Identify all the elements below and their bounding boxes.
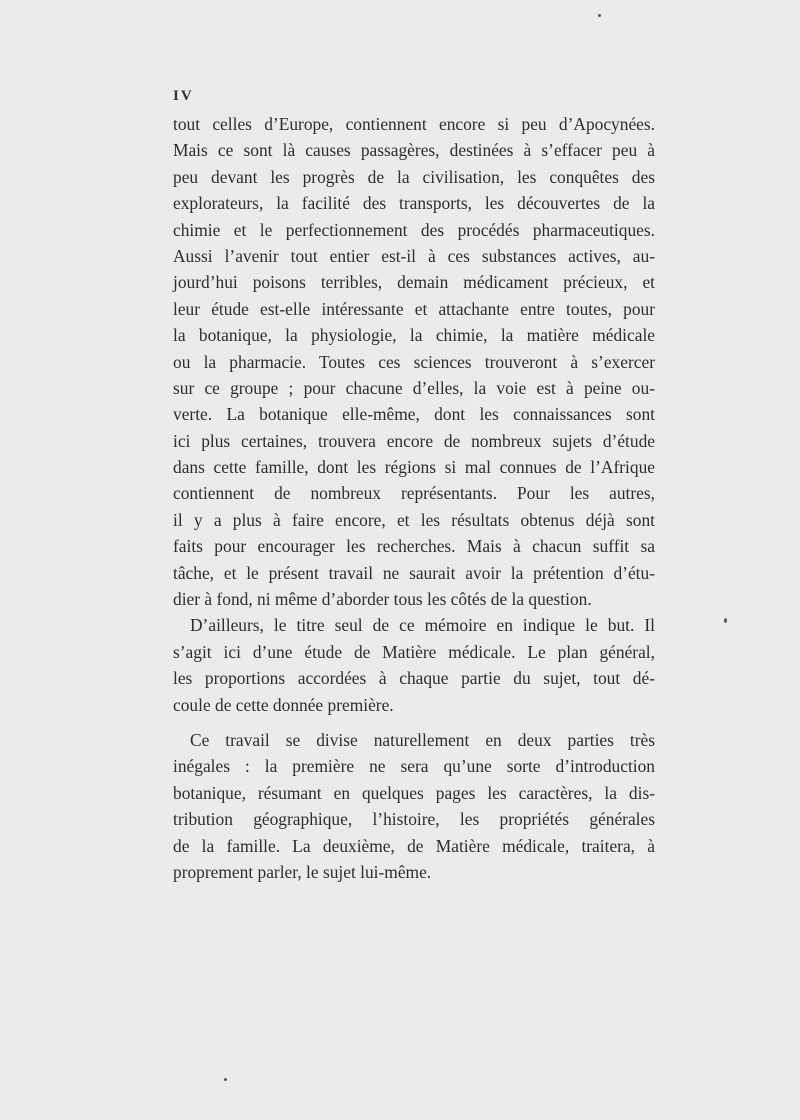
text-line: ici plus certaines, trouvera encore de nombreux sujets d’étude [173,430,655,451]
paragraph-1 [173,111,655,612]
text-line: dans cette famille, dont les régions si mal connues de l’Afrique [173,457,655,478]
text-line: Mais ce sont là causes passagères, destinées à s’effacer peu à [173,140,655,161]
text-line: inégales : la première ne sera qu’une sorte d’introduction [173,756,655,777]
text-line: ou la pharmacie. Toutes ces sciences trouveront à s’exercer [173,351,655,372]
text-line: botanique, résumant en quelques pages les caractères, la dis- [173,782,655,803]
paragraph-3 [173,727,655,885]
paragraph-gap [173,718,655,727]
paragraph-2 [173,612,655,718]
text-line: tribution géographique, l’histoire, les propriétés générales [173,809,655,830]
text-line: sur ce groupe ; pour chacune d’elles, la voie est à peine ou- [173,377,655,398]
text-line: D’ailleurs, le titre seul de ce mémoire en indique le but. Il [190,615,655,636]
text-line: la botanique, la physiologie, la chimie, la matière médicale [173,325,655,346]
text-line: leur étude est-elle intéressante et attachante entre toutes, pour [173,298,655,319]
scan-speck [724,618,727,623]
text-line: peu devant les progrès de la civilisation, les conquêtes des [173,166,655,187]
scan-speck [598,14,601,17]
text-line: jourd’hui poisons terribles, demain médicament précieux, et [173,272,655,293]
text-line: proprement parler, le sujet lui-même. [173,861,432,882]
scan-speck [224,1078,227,1081]
text-line: s’agit ici d’une étude de Matière médicale. Le plan général, [173,641,655,662]
page-number: IV [173,88,194,104]
text-line: faits pour encourager les recherches. Mais à chacun suffit sa [173,536,655,557]
text-line: coule de cette donnée première. [173,694,394,715]
body-text [173,111,655,885]
text-line: Ce travail se divise naturellement en deux parties très [190,729,655,750]
text-line: contiennent de nombreux représentants. Pour les autres, [173,483,655,504]
text-line: chimie et le perfectionnement des procédés pharmaceutiques. [173,219,655,240]
text-line: tout celles d’Europe, contiennent encore si peu d’Apocynées. [173,114,655,134]
text-line: dier à fond, ni même d’aborder tous les côtés de la question. [173,589,592,610]
text-line: tâche, et le présent travail ne saurait avoir la prétention d’étu- [173,562,655,583]
text-line: Aussi l’avenir tout entier est-il à ces substances actives, au- [173,245,655,266]
text-line: explorateurs, la facilité des transports, les découvertes de la [173,193,655,214]
text-line: de la famille. La deuxième, de Matière médicale, traitera, à [173,835,655,856]
text-line: les proportions accordées à chaque partie du sujet, tout dé- [173,668,655,689]
text-line: il y a plus à faire encore, et les résultats obtenus déjà sont [173,509,655,530]
text-line: verte. La botanique elle-même, dont les connaissances sont [173,404,655,425]
